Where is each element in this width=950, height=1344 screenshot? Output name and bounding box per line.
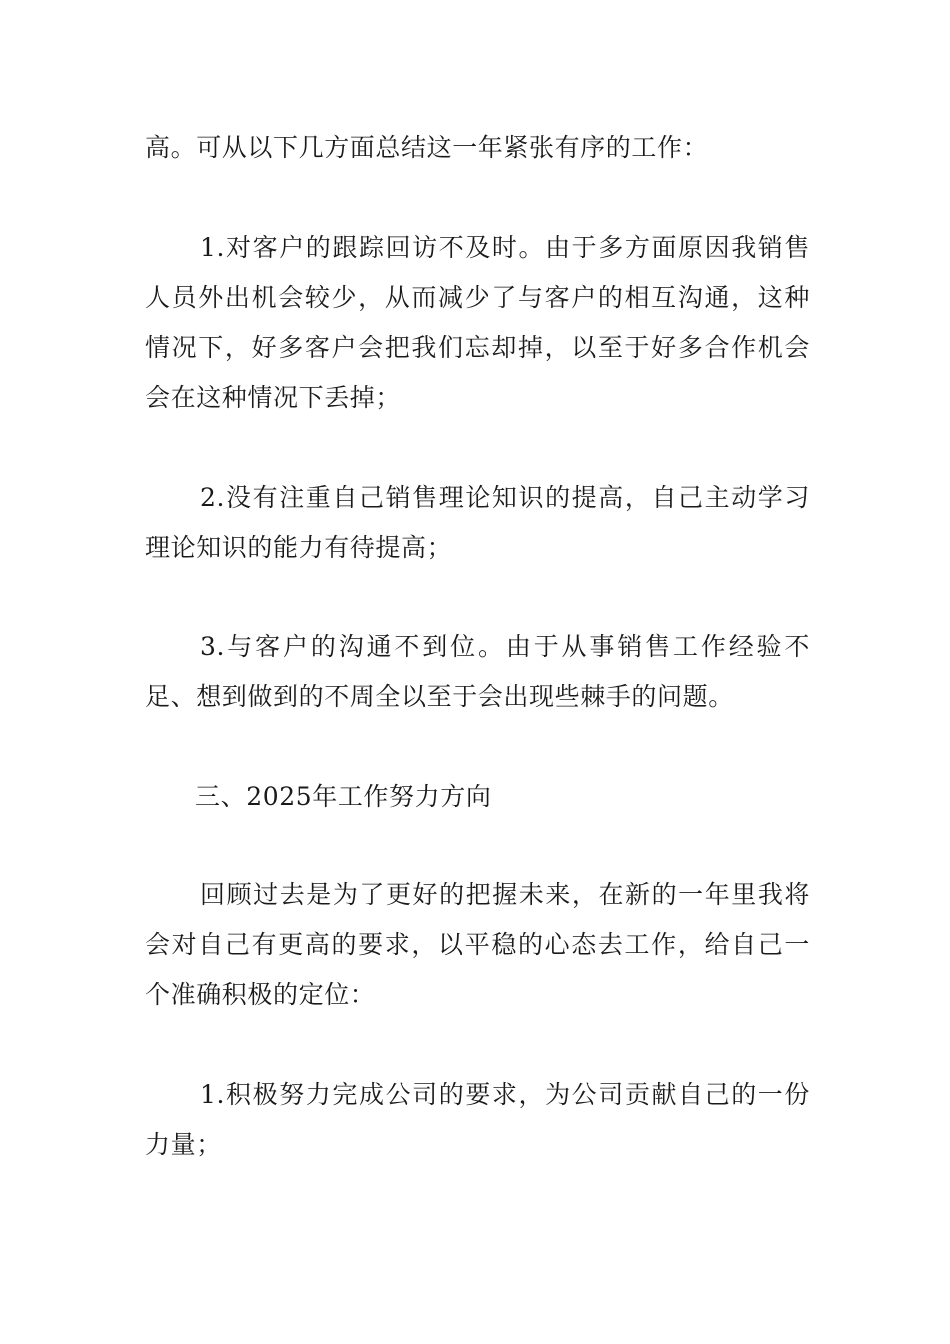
paragraph-intro: 回顾过去是为了更好的把握未来，在新的一年里我将会对自己有更高的要求，以平稳的心态去工作，给自己一个准确积极的定位：	[145, 880, 810, 1009]
paragraph-issue-1: 1.对客户的跟踪回访不及时。由于多方面原因我销售人员外出机会较少，从而减少了与客户的相互沟通，这种情况下，好多客户会把我们忘却掉，以至于好多合作机会会在这种情况下丢掉；	[145, 233, 810, 412]
paragraph-goal-1: 1.积极努力完成公司的要求，为公司贡献自己的一份力量；	[145, 1080, 810, 1159]
paragraph-issue-3: 3.与客户的沟通不到位。由于从事销售工作经验不足、想到做到的不周全以至于会出现些棘手的问题。	[145, 632, 810, 711]
paragraph-issue-2: 2.没有注重自己销售理论知识的提高，自己主动学习理论知识的能力有待提高；	[145, 483, 810, 562]
paragraph-continuation: 高。可从以下几方面总结这一年紧张有序的工作：	[145, 133, 709, 162]
section-heading: 三、2025年工作努力方向	[195, 782, 492, 811]
